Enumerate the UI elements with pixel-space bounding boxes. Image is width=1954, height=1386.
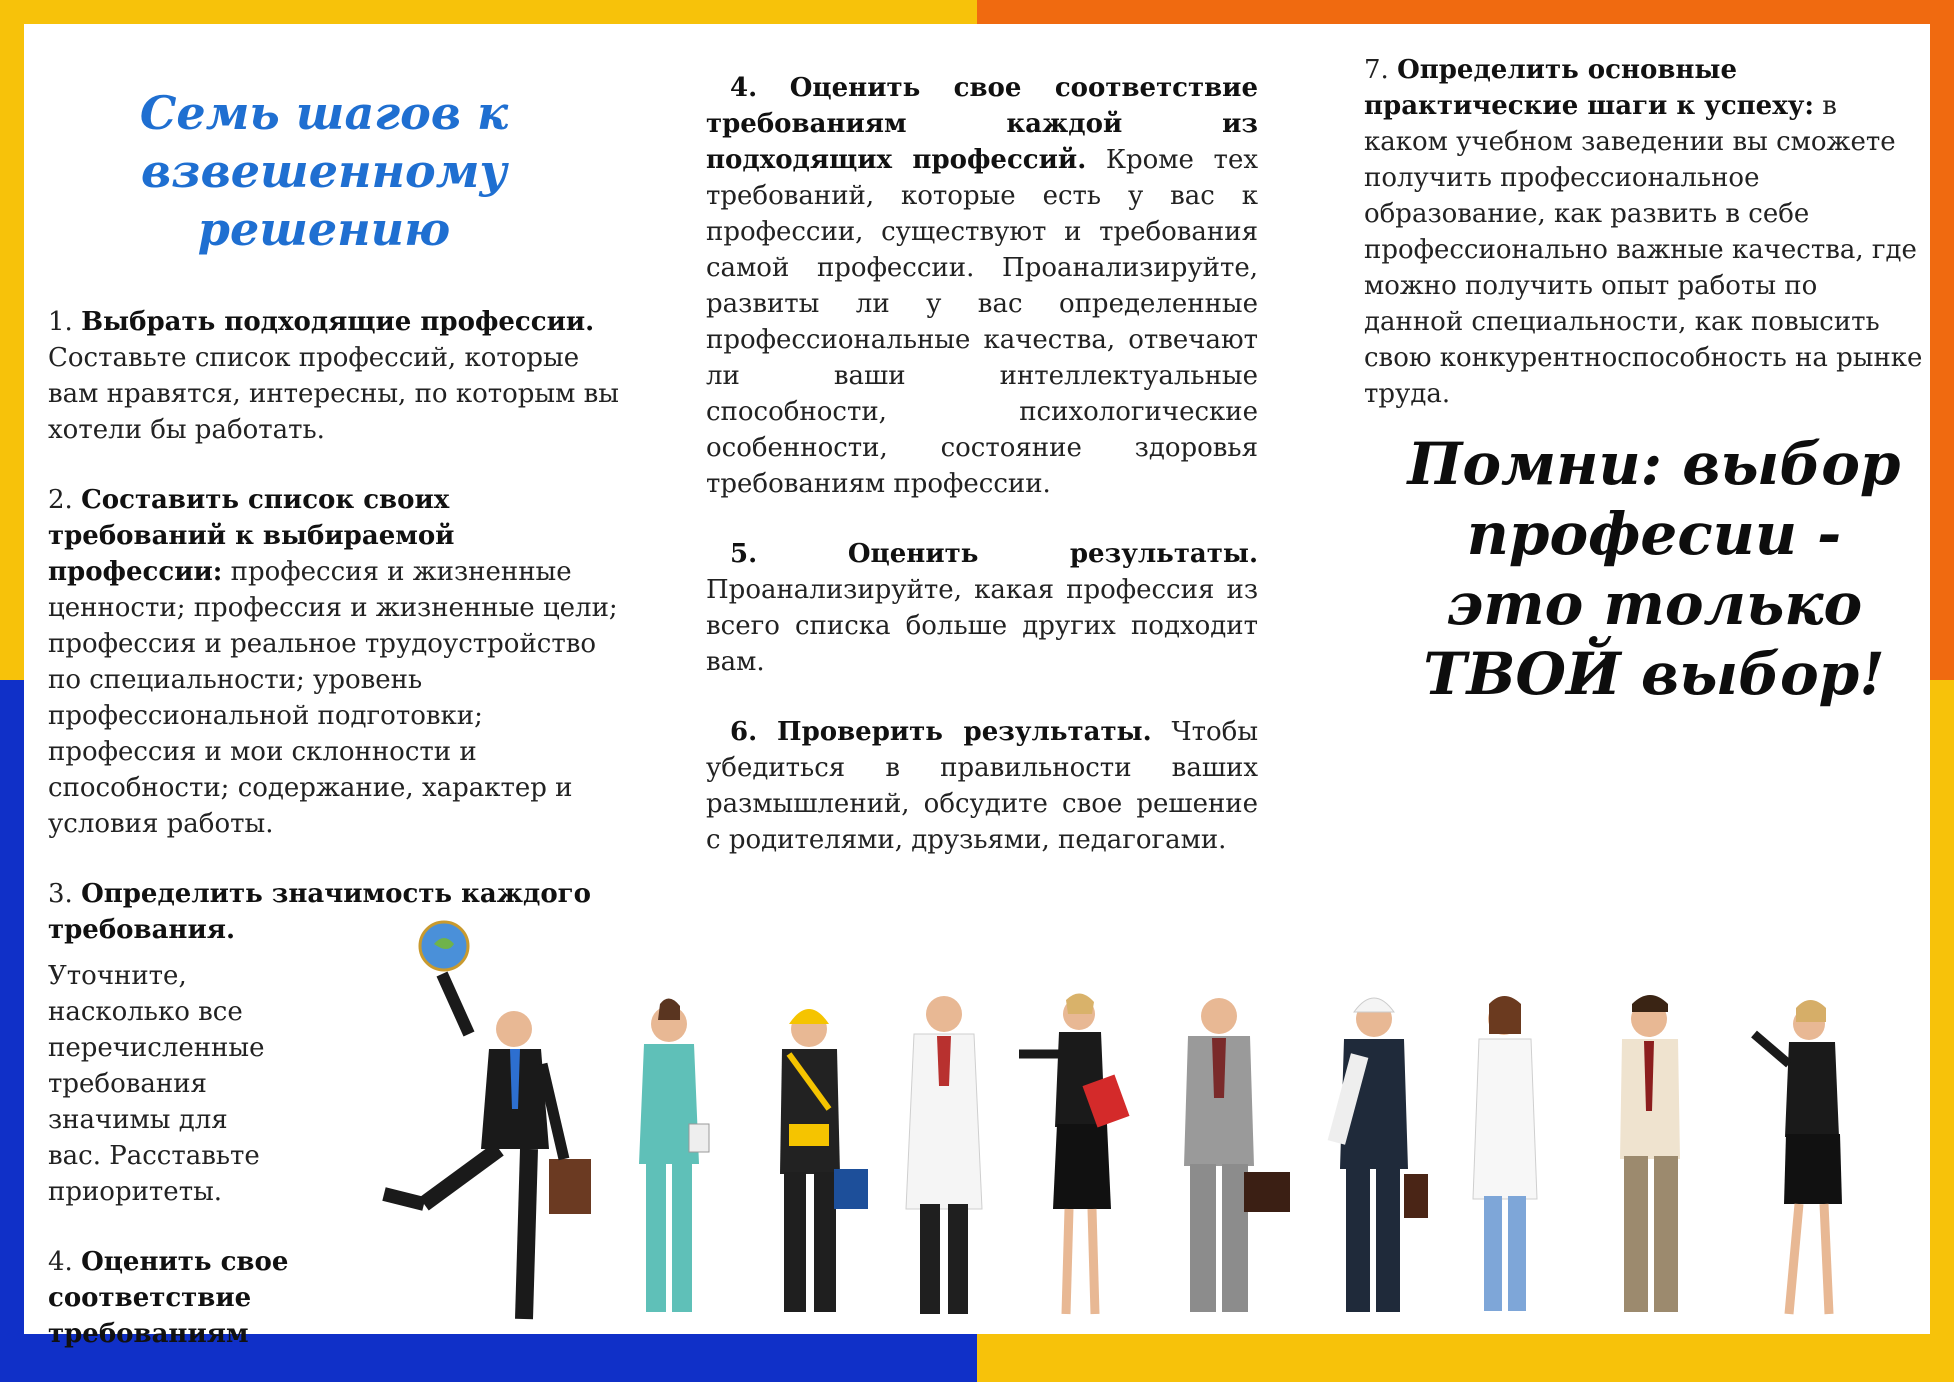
doctor-figure [906,996,982,1314]
professionals-illustration [364,904,1924,1334]
brochure-title: Семь шагов к взвешенному решению [139,86,509,256]
step-3-text: Уточните, насколько все перечисленные требования значимы для вас. Расставьте приоритеты. [48,961,265,1207]
step-7-number: 7. [1364,55,1389,85]
female-doctor-figure [1473,996,1537,1311]
right-column [1364,52,1924,446]
slogan: Помни: выбор професии - это только ТВОЙ выбор! [1407,430,1901,708]
step-4-fragment-heading: Оценить свое соответствие требованиям [48,1247,289,1349]
step-3-number: 3. [48,879,73,909]
step-1 [48,304,623,448]
man-in-shirt-and-tie-figure [1620,995,1680,1312]
step-4-fragment [48,1244,308,1352]
step-2 [48,482,623,842]
step-6-text: Чтобы убедиться в правильности ваших размышлений, обсудите свое решение с родителями, друзьями, педагогами. [706,717,1259,855]
step-6-heading: Проверить результаты. [777,717,1152,747]
frame-left-yellow [0,0,24,680]
frame-left-blue [0,680,24,1382]
engineer-with-blueprints-figure [1328,998,1428,1312]
step-6 [706,714,1258,858]
step-1-text: Составьте список профессий, которые вам нравятся, интересны, по которым вы хотели бы работать. [48,343,619,445]
step-4-text: Кроме тех требований, которые есть у вас к профессии, существуют и требования самой профессии. Проанализируйте, развиты ли у вас определенные профессиональные качества, отвечают ли ваши интеллектуальные способности, психологические особенности, состояние здоровья требованиям профессии. [706,145,1258,499]
step-7-heading: Определить основные практические шаги к успеху: [1364,55,1814,121]
step-5-heading: Оценить результаты. [847,539,1258,569]
step-7 [1364,52,1924,412]
businesswoman-with-folder-figure [1019,993,1129,1314]
frame-top-orange [977,0,1954,24]
step-4-fragment-number: 4. [48,1247,73,1277]
step-5 [706,536,1258,680]
woman-in-black-suit-figure [1754,1000,1842,1314]
middle-column [706,70,1258,892]
step-5-number: 5. [730,539,758,569]
businessman-on-phone-figure [1184,998,1290,1312]
step-6-number: 6. [730,717,758,747]
step-3-heading: Определить значимость каждого требования. [48,879,591,945]
businessman-with-globe-figure [384,922,591,1319]
frame-top-yellow [0,0,977,24]
frame-bottom-yellow [977,1334,1954,1382]
step-4-number: 4. [730,73,758,103]
step-2-text: профессия и жизненные ценности; профессия и жизненные цели; профессия и реальное трудоустройство по специальности; уровень профессиональной подготовки; профессия и мои склонности и способности; содержание, характер и условия работы. [48,557,618,839]
step-1-heading: Выбрать подходящие профессии. [81,307,595,337]
step-1-number: 1. [48,307,73,337]
frame-right-yellow [1930,680,1954,1382]
step-4 [706,70,1258,502]
construction-worker-figure [780,1009,868,1312]
frame-right-orange [1930,0,1954,680]
nurse-figure [639,998,709,1312]
brochure-page [24,24,1930,1349]
step-2-number: 2. [48,485,73,515]
step-4-heading: Оценить свое соответствие требованиям каждой из подходящих профессий. [706,73,1259,175]
step-5-text: Проанализируйте, какая профессия из всего списка больше других подходит вам. [706,575,1258,677]
step-2-heading: Составить список своих требований к выбираемой профессии: [48,485,455,587]
step-7-text: в каком учебном заведении вы сможете получить профессиональное образование, как развить в себе профессионально важные качества, где можно получить опыт работы по данной специальности, как повысить свою конкурентноспособность на рынке труда. [1364,91,1923,409]
